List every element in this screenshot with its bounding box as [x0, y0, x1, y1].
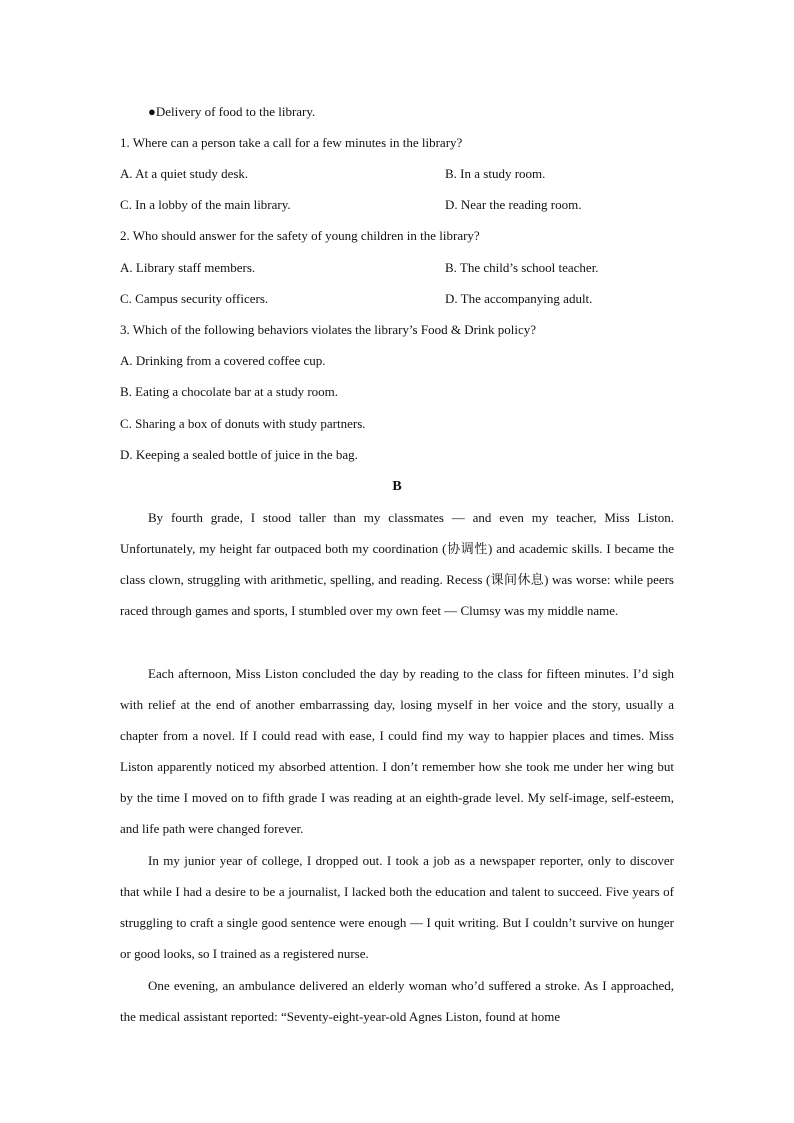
passage-paragraph-1: By fourth grade, I stood taller than my classmates — and even my teacher, Miss Liston. Unfortunately, my height far outpaced both my coordination (协调性) and academic skills. I became the class clown, struggling with arithmetic, spelling, and reading. Recess (课间休息) was worse: while peers raced through games and sports, I stumbled over my own feet — Clumsy was my middle name. — [120, 510, 674, 619]
question-3-option-a: A. Drinking from a covered coffee cup. — [120, 353, 326, 368]
question-1-option-c: C. In a lobby of the main library. — [120, 197, 291, 212]
passage-paragraph-4: One evening, an ambulance delivered an elderly woman who’d suffered a stroke. As I approached, the medical assistant reported: “Seventy-eight-year-old Agnes Liston, found at home — [120, 978, 674, 1025]
question-2-option-d: D. The accompanying adult. — [445, 291, 593, 306]
question-1-option-a: A. At a quiet study desk. — [120, 166, 249, 181]
section-b-title: B — [392, 479, 402, 494]
question-3-option-c: C. Sharing a box of donuts with study partners. — [120, 416, 366, 431]
question-2-option-b: B. The child’s school teacher. — [445, 260, 599, 275]
question-3-option-b: B. Eating a chocolate bar at a study room. — [120, 384, 339, 399]
question-1-option-d: D. Near the reading room. — [445, 197, 582, 212]
food-delivery-bullet: ●Delivery of food to the library. — [148, 104, 316, 119]
passage-paragraph-3: In my junior year of college, I dropped out. I took a job as a newspaper reporter, only to discover that while I had a desire to be a journalist, I lacked both the education and talent to succeed. Five years of struggling to craft a single good sentence were enough — I quit writing. But I couldn’t survive on hunger or good looks, so I trained as a registered nurse. — [120, 853, 674, 962]
question-3-option-d: D. Keeping a sealed bottle of juice in the bag. — [120, 447, 358, 462]
question-2-option-c: C. Campus security officers. — [120, 291, 269, 306]
question-3-stem: 3. Which of the following behaviors violates the library’s Food & Drink policy? — [120, 322, 537, 337]
passage-paragraph-2: Each afternoon, Miss Liston concluded the day by reading to the class for fifteen minutes. I’d sigh with relief at the end of another embarrassing day, losing myself in her voice and the story, usually a chapter from a novel. If I could read with ease, I could find my way to happier places and times. Miss Liston apparently noticed my absorbed attention. I don’t remember how she took me under her wing but by the time I moved on to fifth grade I was reading at an eighth-grade level. My self-image, self-esteem, and life path were changed forever. — [120, 666, 674, 837]
question-1-stem: 1. Where can a person take a call for a few minutes in the library? — [120, 135, 463, 150]
question-2-stem: 2. Who should answer for the safety of young children in the library? — [120, 228, 480, 243]
question-1-option-b: B. In a study room. — [445, 166, 546, 181]
question-2-option-a: A. Library staff members. — [120, 260, 256, 275]
